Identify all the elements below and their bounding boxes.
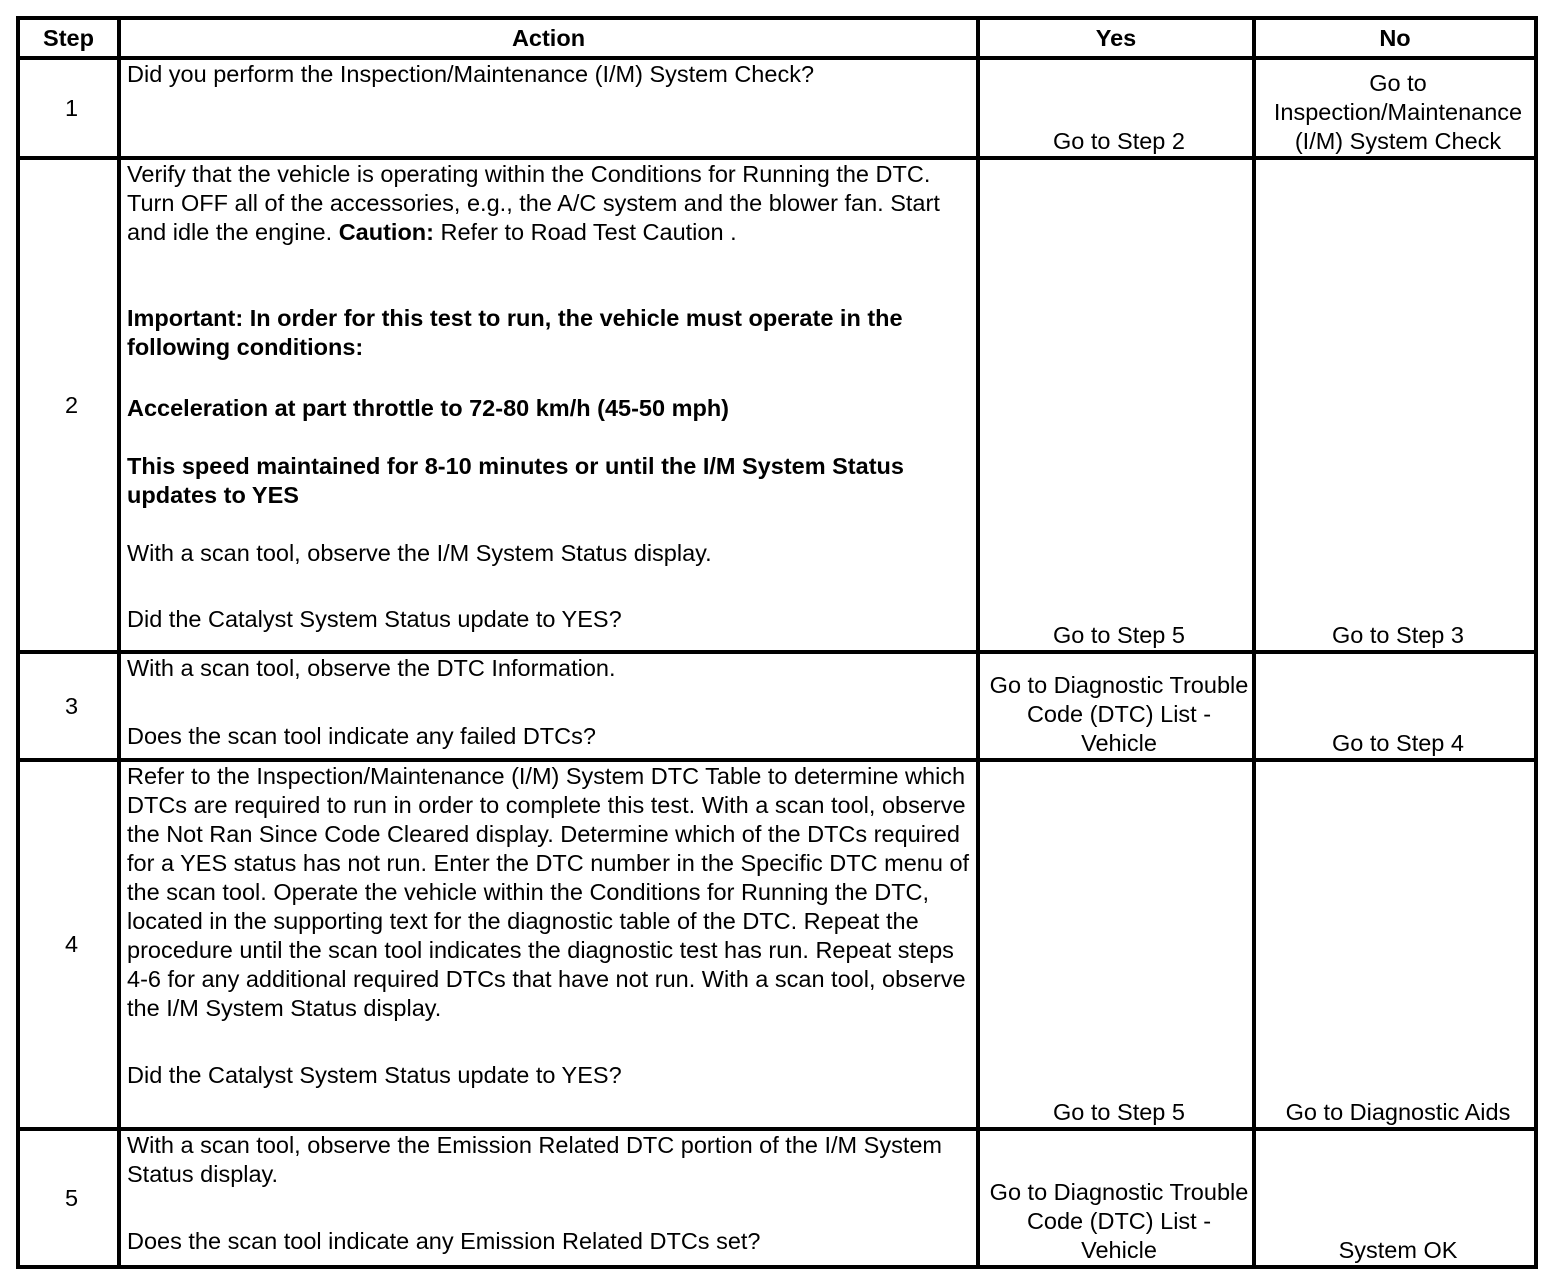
important-note: Important: In order for this test to run, the vehicle must operate in the following conditions: [127,305,903,360]
yes-result: Go to Step 2 [978,58,1254,158]
action-text: With a scan tool, observe the I/M System Status display. [127,540,712,566]
diagnostic-table [16,16,1538,1269]
action-cell [119,760,978,1129]
action-text [127,160,976,247]
yes-result: Go to Diagnostic Trouble Code (DTC) List - Vehicle [978,652,1254,760]
action-text: Did you perform the Inspection/Maintenance (I/M) System Check? [127,61,815,87]
table-row [18,760,1536,1129]
step-number: 2 [18,158,119,652]
action-text: With a scan tool, observe the Emission Related DTC portion of the I/M System Status display. [127,1132,943,1187]
yes-result: Go to Step 5 [978,760,1254,1129]
table-row [18,1129,1536,1267]
header-yes: Yes [978,18,1254,58]
header-step: Step [18,18,119,58]
action-cell [119,58,978,158]
yes-result: Go to Step 5 [978,158,1254,652]
step-number: 3 [18,652,119,760]
action-question: Did the Catalyst System Status update to YES? [127,1062,622,1088]
header-no: No [1254,18,1536,58]
no-result: Go to Step 4 [1254,652,1536,760]
no-result: Go to Diagnostic Aids [1254,760,1536,1129]
no-result: Go to Step 3 [1254,158,1536,652]
step-number: 1 [18,58,119,158]
action-question: Did the Catalyst System Status update to YES? [127,606,622,632]
condition-text: Acceleration at part throttle to 72-80 km/h (45-50 mph) [127,395,730,421]
table-row [18,652,1536,760]
header-row [18,18,1536,58]
caution-text: Refer to Road Test Caution . [433,219,737,245]
action-cell [119,1129,978,1267]
action-text: With a scan tool, observe the DTC Information. [127,655,616,681]
table-row [18,158,1536,652]
action-question: Does the scan tool indicate any Emission Related DTCs set? [127,1228,761,1254]
no-result: System OK [1254,1129,1536,1267]
action-cell [119,158,978,652]
header-action: Action [119,18,978,58]
table-row [18,58,1536,158]
action-text: Refer to the Inspection/Maintenance (I/M) System DTC Table to determine which DTCs are required to run in order to complete this test. With a scan tool, observe the Not Ran Since Code Cleared display. Determine which of the DTCs required for a YES status has not run. Enter the DTC number in the Specific DTC menu of the scan tool. Operate the vehicle within the Conditions for Running the DTC, located in the supporting text for the diagnostic table of the DTC. Repeat the procedure until the scan tool indicates the diagnostic test has run. Repeat steps 4-6 for any additional required DTCs that have not run. With a scan tool, observe the I/M System Status display. [127,763,970,1021]
yes-result: Go to Diagnostic Trouble Code (DTC) List - Vehicle [978,1129,1254,1267]
no-result: Go to Inspection/Maintenance (I/M) System Check [1254,58,1536,158]
step-number: 4 [18,760,119,1129]
action-intro: Verify that the vehicle is operating within the Conditions for Running the DTC. Turn OFF all of the accessories, e.g., the A/C system and the blower fan. Start and idle the engine. [127,161,940,245]
step-number: 5 [18,1129,119,1267]
action-question: Does the scan tool indicate any failed DTCs? [127,723,596,749]
caution-label: Caution: [338,219,434,245]
action-cell [119,652,978,760]
condition-text: This speed maintained for 8-10 minutes or until the I/M System Status updates to YES [127,453,904,508]
